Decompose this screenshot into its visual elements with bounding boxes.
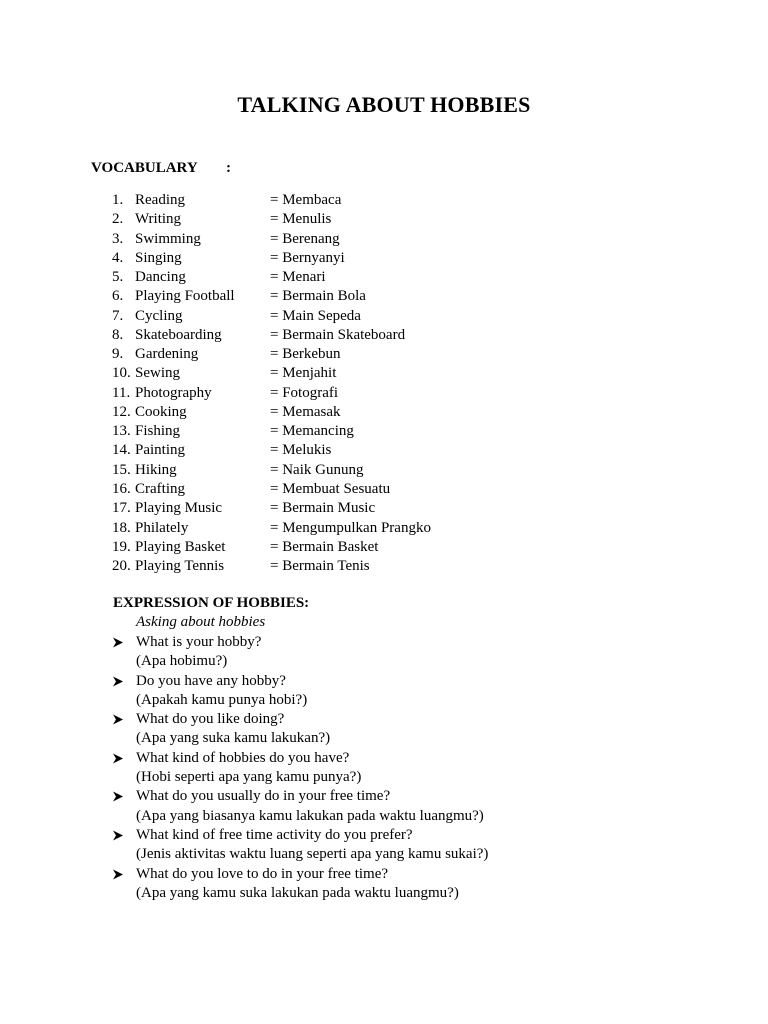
vocabulary-item-meaning: = Bermain Music — [270, 500, 376, 517]
arrowhead-bullet-icon — [112, 830, 124, 841]
vocabulary-item — [0, 422, 768, 441]
expression-translation: (Jenis aktivitas waktu luang seperti apa yang kamu sukai?) — [136, 846, 489, 863]
vocabulary-item — [0, 230, 768, 249]
vocabulary-item — [0, 210, 768, 229]
vocabulary-item-number: 3. — [112, 230, 124, 247]
vocabulary-item-meaning: = Bermain Skateboard — [270, 326, 406, 343]
arrowhead-bullet-icon — [112, 791, 124, 802]
vocabulary-item-meaning: = Naik Gunung — [270, 461, 364, 478]
expression-subheading: Asking about hobbies — [136, 614, 266, 630]
vocabulary-item-number: 7. — [112, 307, 124, 324]
vocabulary-item-number: 8. — [112, 326, 124, 343]
vocabulary-item-number: 5. — [112, 269, 124, 286]
expression-heading: EXPRESSION OF HOBBIES: — [113, 595, 310, 611]
vocabulary-item-meaning: = Fotografi — [270, 384, 339, 401]
expression-item — [0, 787, 768, 826]
vocabulary-item — [0, 326, 768, 345]
expression-translation: (Apa yang kamu suka lakukan pada waktu luangmu?) — [136, 884, 459, 901]
arrowhead-bullet-icon — [112, 637, 124, 648]
vocabulary-heading — [91, 160, 231, 177]
arrowhead-bullet-icon — [112, 869, 124, 880]
arrowhead-bullet-icon — [112, 753, 124, 764]
vocabulary-heading-colon: : — [226, 160, 231, 176]
expression-translation: (Apakah kamu punya hobi?) — [136, 691, 308, 708]
vocabulary-item-term: Cooking — [135, 403, 187, 420]
vocabulary-item-number: 4. — [112, 249, 124, 266]
vocabulary-item-meaning: = Bermain Tenis — [270, 558, 370, 575]
vocabulary-item-term: Playing Basket — [135, 538, 226, 555]
vocabulary-item — [0, 557, 768, 576]
expression-translation: (Hobi seperti apa yang kamu punya?) — [136, 769, 362, 786]
vocabulary-item-number: 14. — [112, 442, 131, 459]
vocabulary-item-meaning: = Memasak — [270, 403, 341, 420]
expression-translation: (Apa hobimu?) — [136, 653, 228, 670]
vocabulary-item-number: 17. — [112, 500, 131, 517]
vocabulary-item-term: Skateboarding — [135, 326, 222, 343]
vocabulary-item — [0, 480, 768, 499]
vocabulary-item — [0, 287, 768, 306]
expression-item — [0, 672, 768, 711]
vocabulary-item-meaning: = Membuat Sesuatu — [270, 480, 391, 497]
vocabulary-item — [0, 538, 768, 557]
vocabulary-item-term: Reading — [135, 192, 185, 208]
vocabulary-item — [0, 364, 768, 383]
expression-question: What do you love to do in your free time? — [136, 865, 389, 882]
vocabulary-item-meaning: = Memancing — [270, 423, 354, 440]
expression-question: What kind of hobbies do you have? — [136, 749, 350, 766]
vocabulary-item-number: 19. — [112, 538, 131, 555]
expression-question: What do you like doing? — [136, 711, 285, 728]
vocabulary-item-number: 10. — [112, 365, 131, 382]
vocabulary-item-number: 16. — [112, 480, 131, 497]
vocabulary-item — [0, 249, 768, 268]
expression-translation: (Apa yang suka kamu lakukan?) — [136, 730, 331, 747]
vocabulary-item-number: 18. — [112, 519, 131, 536]
expression-item — [0, 749, 768, 788]
vocabulary-item-meaning: = Berenang — [270, 230, 340, 247]
vocabulary-item-term: Swimming — [135, 230, 201, 247]
vocabulary-heading-text: VOCABULARY — [91, 160, 198, 176]
vocabulary-item-meaning: = Menulis — [270, 211, 332, 228]
vocabulary-item-term: Hiking — [135, 461, 177, 478]
vocabulary-item-term: Painting — [135, 442, 186, 459]
vocabulary-item-meaning: = Main Sepeda — [270, 307, 361, 324]
vocabulary-item-term: Cycling — [135, 307, 183, 324]
arrowhead-bullet-icon — [112, 676, 124, 687]
vocabulary-item-term: Sewing — [135, 365, 180, 382]
vocabulary-item — [0, 345, 768, 364]
vocabulary-item-number: 12. — [112, 403, 131, 420]
vocabulary-item — [0, 461, 768, 480]
vocabulary-item-number: 11. — [112, 384, 131, 401]
expression-item — [0, 710, 768, 749]
vocabulary-item-number: 1. — [112, 192, 124, 208]
arrowhead-bullet-icon — [112, 714, 124, 725]
vocabulary-item-term: Philately — [135, 519, 189, 536]
vocabulary-item-term: Playing Football — [135, 288, 235, 305]
vocabulary-item-meaning: = Membaca — [270, 192, 342, 208]
vocabulary-item-meaning: = Mengumpulkan Prangko — [270, 519, 431, 536]
vocabulary-item — [0, 441, 768, 460]
vocabulary-item-meaning: = Menjahit — [270, 365, 337, 382]
vocabulary-item-term: Fishing — [135, 423, 181, 440]
vocabulary-item — [0, 499, 768, 518]
vocabulary-item-meaning: = Bermain Basket — [270, 538, 379, 555]
vocabulary-item-meaning: = Melukis — [270, 442, 332, 459]
vocabulary-item-meaning: = Menari — [270, 269, 326, 286]
vocabulary-item-meaning: = Bermain Bola — [270, 288, 366, 305]
vocabulary-item-term: Playing Tennis — [135, 558, 225, 575]
vocabulary-item-meaning: = Bernyanyi — [270, 249, 345, 266]
expression-question: Do you have any hobby? — [136, 672, 286, 689]
vocabulary-item — [0, 268, 768, 287]
vocabulary-item-term: Writing — [135, 211, 182, 228]
vocabulary-item-number: 15. — [112, 461, 131, 478]
expression-translation: (Apa yang biasanya kamu lakukan pada waktu luangmu?) — [136, 807, 484, 824]
expression-item — [0, 826, 768, 865]
vocabulary-item — [0, 307, 768, 326]
vocabulary-item-term: Dancing — [135, 269, 186, 286]
vocabulary-item-number: 6. — [112, 288, 124, 305]
vocabulary-item-number: 9. — [112, 346, 124, 363]
vocabulary-item-meaning: = Berkebun — [270, 346, 341, 363]
page-title: TALKING ABOUT HOBBIES — [237, 92, 531, 117]
vocabulary-item-term: Crafting — [135, 480, 185, 497]
vocabulary-item — [0, 403, 768, 422]
vocabulary-item-term: Photography — [135, 384, 212, 401]
vocabulary-list — [0, 191, 768, 576]
vocabulary-item-number: 2. — [112, 211, 124, 228]
expression-question: What is your hobby? — [136, 634, 262, 650]
expression-item — [0, 633, 768, 672]
vocabulary-item — [0, 191, 768, 210]
vocabulary-item-term: Singing — [135, 249, 182, 266]
vocabulary-item — [0, 384, 768, 403]
expression-list — [0, 633, 768, 903]
expression-item — [0, 865, 768, 904]
vocabulary-item-term: Gardening — [135, 346, 199, 363]
vocabulary-item-term: Playing Music — [135, 500, 223, 517]
vocabulary-item — [0, 519, 768, 538]
expression-question: What do you usually do in your free time? — [136, 788, 391, 805]
vocabulary-item-number: 13. — [112, 423, 131, 440]
expression-question: What kind of free time activity do you prefer? — [136, 826, 413, 843]
vocabulary-item-number: 20. — [112, 558, 131, 575]
